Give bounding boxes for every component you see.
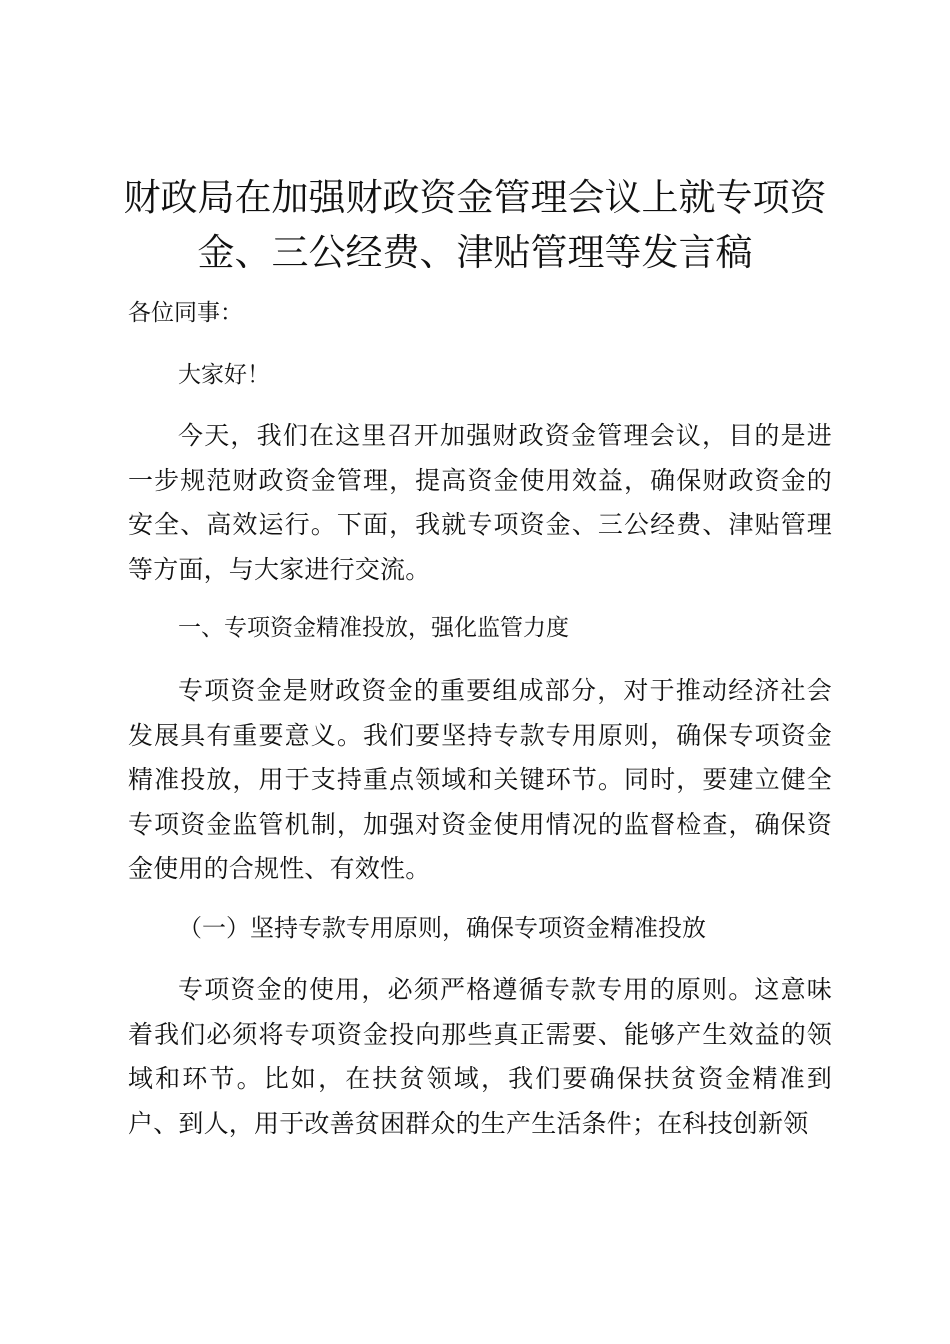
salutation: 各位同事： [128, 300, 243, 326]
title-line-2: 金、三公经费、津贴管理等发言稿 [197, 231, 753, 274]
paragraph-earmarked-principle: 专项资金的使用，必须严格遵循专款专用的原则。这意味着我们必须将专项资金投向那些真正需要、能够产生效益的领域和环节。比如，在扶贫领域，我们要确保扶贫资金精准到户、到人，用于改善贫困群众的生产生活条件；在科技创新领 [128, 975, 832, 1138]
document-title [110, 170, 840, 280]
greeting: 大家好！ [178, 362, 270, 388]
title-line-1: 财政局在加强财政资金管理会议上就专项资 [123, 176, 827, 219]
paragraph-special-funds: 专项资金是财政资金的重要组成部分，对于推动经济社会发展具有重要意义。我们要坚持专款专用原则，确保专项资金精准投放，用于支持重点领域和关键环节。同时，要建立健全专项资金监管机制，加强对资金使用情况的监督检查，确保资金使用的合规性、有效性。 [128, 676, 832, 883]
subsection-heading-1: （一）坚持专款专用原则，确保专项资金精准投放 [178, 914, 706, 942]
section-heading-1: 一、专项资金精准投放，强化监管力度 [178, 615, 569, 641]
paragraph-intro: 今天，我们在这里召开加强财政资金管理会议，目的是进一步规范财政资金管理，提高资金使用效益，确保财政资金的安全、高效运行。下面，我就专项资金、三公经费、津贴管理等方面，与大家进行交流。 [128, 421, 832, 584]
